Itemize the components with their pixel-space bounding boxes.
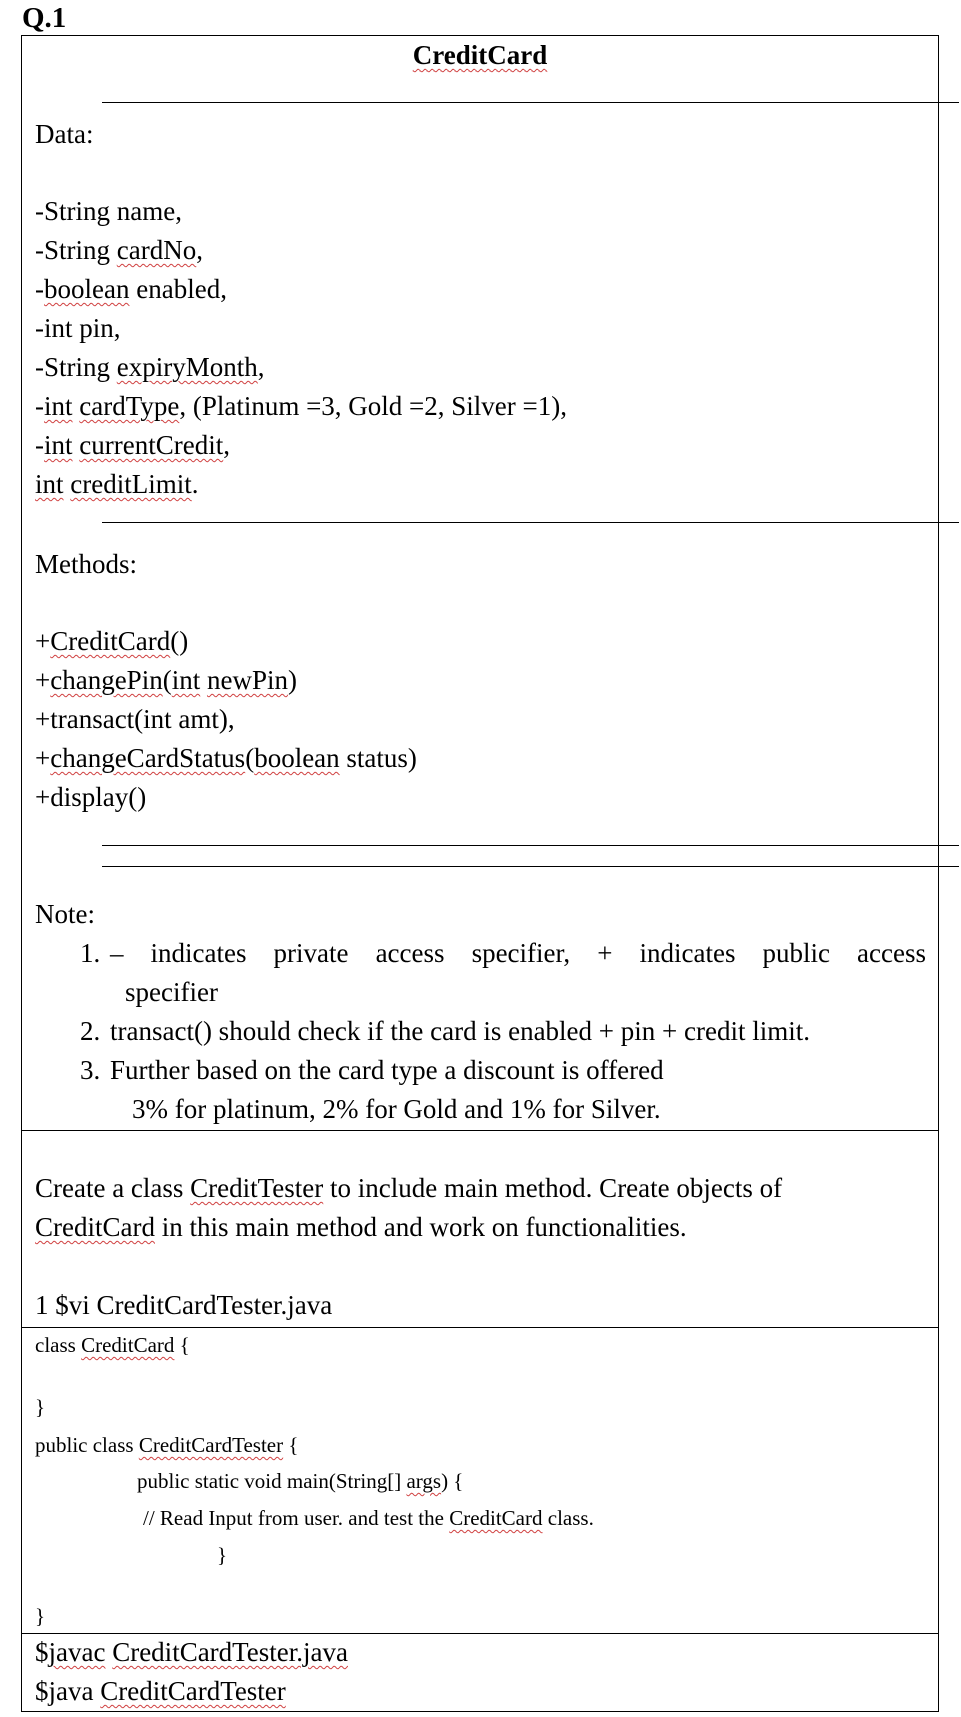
note-number: 3. [80,1055,101,1085]
methods-header: Methods: [35,549,138,579]
note-header: Note: [35,899,95,929]
note-item: – indicates private access specifier, + indicates public access [110,938,926,968]
field-item: -String expiryMonth, [35,352,265,382]
code-line: public class CreditCardTester { [35,1433,299,1457]
code-comment: // Read Input from user. and test the CreditCard class. [143,1506,594,1530]
instruction-text: CreditCard in this main method and work on functionalities. [35,1212,687,1242]
method-item: +display() [35,782,147,812]
data-header: Data: [35,119,94,149]
method-item: +transact(int amt), [35,704,235,734]
class-title: CreditCard [412,40,548,70]
field-item: -int pin, [35,313,121,343]
java-command: $java CreditCardTester [35,1676,286,1706]
method-item: +CreditCard() [35,626,189,656]
note-divider [21,1130,939,1131]
note-item: transact() should check if the card is enabled + pin + credit limit. [110,1016,810,1046]
code-line: } [35,1395,46,1419]
note-item-cont: specifier [125,977,218,1007]
field-item: -String name, [35,196,182,226]
field-item: -int cardType, (Platinum =3, Gold =2, Silver =1), [35,391,567,421]
command-divider [21,1327,939,1328]
question-label: Q.1 [22,2,67,34]
data-divider [102,522,959,523]
code-divider [21,1633,939,1634]
field-item: -boolean enabled, [35,274,227,304]
field-item: -int currentCredit, [35,430,230,460]
field-item: int creditLimit. [35,469,199,499]
code-line: } [217,1543,228,1567]
title-divider [102,102,959,103]
instruction-text: Create a class CreditTester to include main method. Create objects of [35,1173,783,1203]
note-item: Further based on the card type a discount is offered [110,1055,664,1085]
code-line: } [35,1604,46,1628]
methods-divider-2 [102,866,959,867]
note-number: 1. [80,938,101,968]
note-number: 2. [80,1016,101,1046]
field-item: -String cardNo, [35,235,203,265]
code-line: class CreditCard { [35,1333,190,1357]
javac-command: $javac CreditCardTester.java [35,1637,348,1667]
note-item-cont: 3% for platinum, 2% for Gold and 1% for Silver. [132,1094,661,1124]
code-line: public static void main(String[] args) { [137,1469,464,1493]
vi-command: 1 $vi CreditCardTester.java [35,1290,333,1320]
method-item: +changePin(int newPin) [35,665,297,695]
method-item: +changeCardStatus(boolean status) [35,743,417,773]
methods-divider [102,845,959,846]
